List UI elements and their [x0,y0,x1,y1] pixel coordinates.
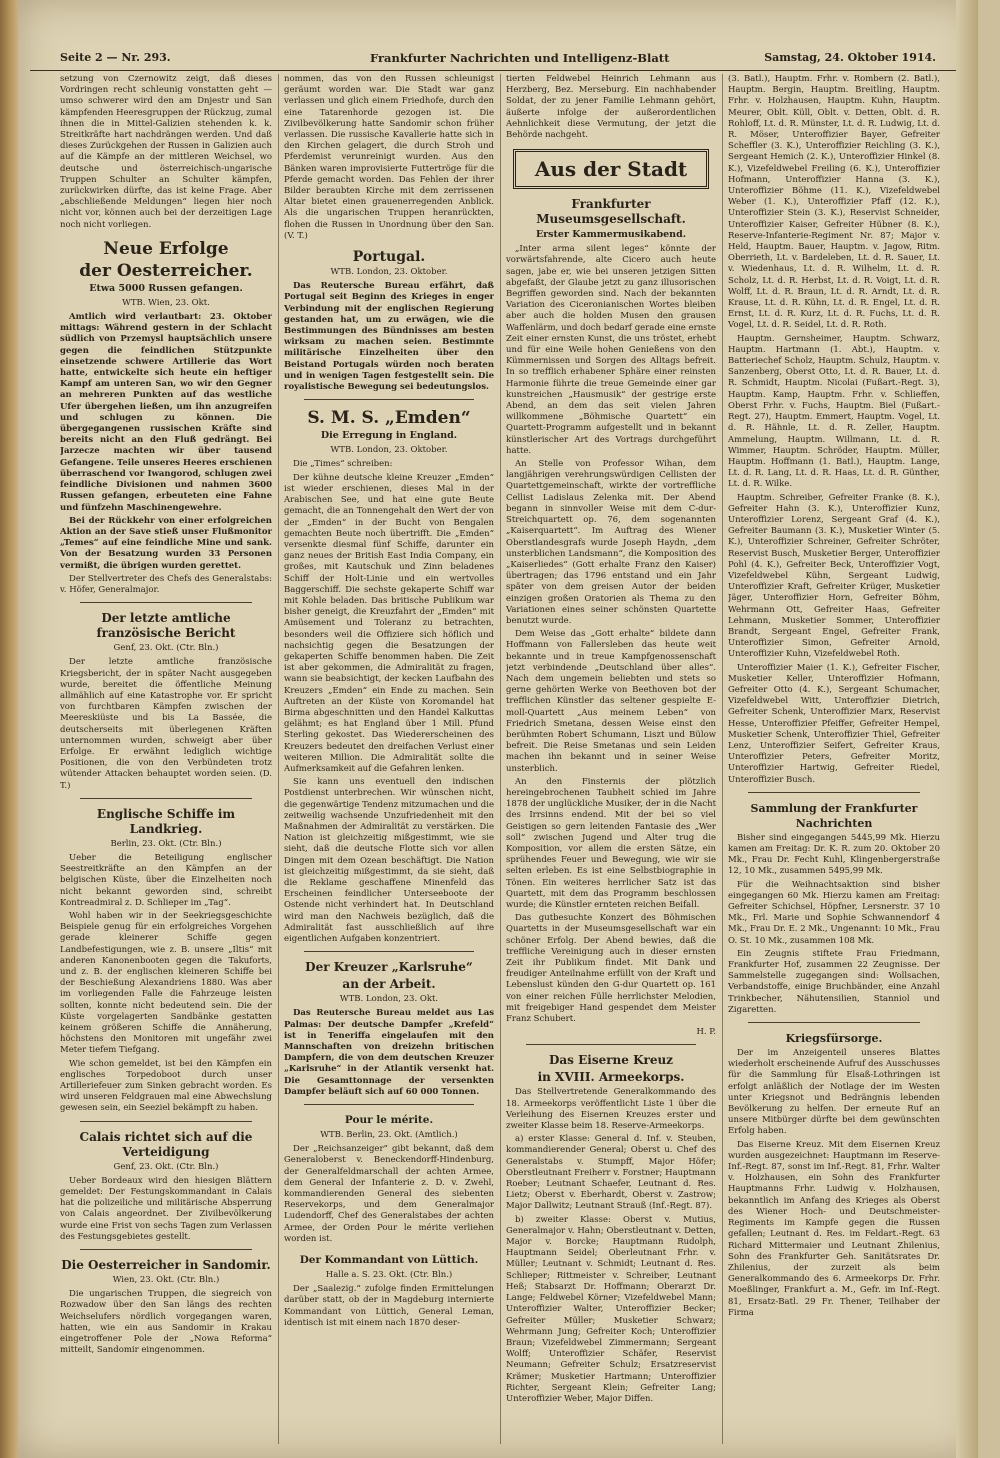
subheadline-erfolge: Etwa 5000 Russen gefangen. [89,282,243,294]
article-text: Wohl haben wir in der Seekriegsgeschichte Beispiele genug für ein erfolgreiches Vorgehen gerade kleinerer Schiffe gegen Landbefestigungen, wie z. B. unsere „Iltis“ mit anderen Kanonenbooten gegen die Takuforts, und z. B. der englischen kleineren Schiffe bei der Beschießung Alexandriens 1880. Was aber im vorliegenden Falle die Fahrzeuge leisten sollten, konnte nicht bedeutend sein. Die der Küste vorgelagerten Sandbänke gestatten keinem größeren Schiffe die Annäherung, höchstens den Monitoren mit ungefähr zwei Meter tiefem Tiefgang. [60,910,272,1056]
article-text: Hauptm. Schreiber, Gefreiter Franke (8. K.), Gefreiter Hahn (3. K.), Unteroffizier Kunz, Unteroffizier Lorenz, Sergeant Graf (4. K.), Gefreiter Baumann (3. K.), Musketier Winter (5. K.), Unteroffizier Schreiner, Gefreiter Schröter, Reservist Busch, Musketier Berger, Unteroffizier Pohl (4. K.), Gefreiter Beck, Unteroffizier Vogt, Vizefeldwebel Kühn, Sergeant Ludwig, Unteroffizier Kraft, Gefreiter Krüger, Musketier Jäger, Unteroffizier Horn, Gefreiter Böhm, Wehrmann Ott, Gefreiter Haas, Gefreiter Lehmann, Musketier Sommer, Unteroffizier Brandt, Sergeant Engel, Gefreiter Frank, Unteroffizier Simon, Gefreiter Arnold, Unteroffizier Kuhn, Vizefeldwebel Roth. [728,492,940,660]
article-text: Die ungarischen Truppen, die siegreich von Rozwadow über den San längs des rechten Weichselufers nördlich vorgegangen waren, hatten, wie ein aus Sandomir in Krakau eingetroffener Pole der „Nowa Reforma“ mitteilt, Sandomir eingenommen. [60,1289,272,1356]
separator [304,951,474,952]
article-text: Dem Weise das „Gott erhalte“ bildete dann Hoffmann von Fallersleben das heute weit bekannte und in treue Kampfgenossenschaft jetzt verbindende „Deutschland über alles“. Nach dem ungemein beliebten und stets so gerne gehörten Werke von Beethoven bot der trefflichen Künstler das seltener gespielte E-moll-Quartett „Aus meinem Leben“ von Friedrich Smetana, dessen Weise einst den berühmten Robert Schumann, Liszt und Bülow befreit. Die Reise Smetanas und sein Leiden machen ihn bekannt und in seiner Weise unsterblich. [506,629,716,774]
separator [526,1044,696,1045]
article-text: An Stelle von Professor Wihan, dem langjährigen verehrungswürdigen Cellisten der Quartettgemeinschaft, wirkte der vortreffliche Cellist Ladislaus Zelenka mit. Der Abend begann in sinnvoller Weise mit dem C-dur-Streichquartett op. 76, dem sogenannten „Kaiserquartett“. Im Auftrag des Wiener Oberstlandesgrafs wurde Joseph Haydn, „dem unsterblichen Landsmann“, die Komposition des „Kaiserliedes“ (Gott erhalte Franz den Kaiser) übertragen; das 1796 entstand und ein Jahr später von dem greisen Autor der beiden einzigen großen Oratorien als Thema zu den Variationen eines seiner schönsten Quartette benutzt wurde. [506,459,716,626]
separator [80,1249,252,1250]
separator [80,1121,252,1122]
article-text: nommen, das von den Russen schleunigst geräumt worden war. Die Stadt war ganz verlassen und glich einem Friedhofe, durch den eine Tatarenhorde gezogen ist. Die Zivilbevölkerung hatte Sandomir schon früher verlassen. Die russische Kavallerie hatte sich in den Kirchen gelagert, die durch Stroh und Pferdemist verunreinigt wurden. Aus den Bänken waren improvisierte Futtertröge für die Pferde gemacht worden. Das Fehlen der ihrer Bilder beraubten Kirche mit dem zerrissenen Altar bietet einen grauenerregenden Anblick. Als die ungarischen Truppen heranrückten, flohen die Russen in Unordnung über den San. (V. T.) [284,74,494,241]
headline-kreuz-line2: in XVIII. Armeekorps. [537,1070,685,1085]
article-text: Das Reutersche Bureau erfährt, daß Portugal seit Beginn des Krieges in enger Verbindung mit der englischen Regierung gestanden hat, um zu erwägen, wie die Bestimmungen des Bündnisses am besten wirksam zu machen seien. Bestimmte militärische Einzelheiten über den Beistand Portugals würden noch beraten und in wenigen Tagen festgestellt sein. Die royalistische Bewegung sei bedeutungslos. [284,281,494,393]
article-text: Der im Anzeigenteil unseres Blattes wiederholt erscheinende Aufruf des Ausschusses für die Sammlung für Elsaß-Lothringen ist erfolgt anläßlich der Notlage der im Westen unter Kriegsnot und Bedrängnis lebenden Bevölkerung zu helfen. Der erneute Ruf an unsere Mitbürger dürfte bei dem gewünschten Erfolg haben. [728,1048,940,1137]
article-text: Ueber die Beteiligung englischer Seestreitkräfte an den Kämpfen an der belgischen Küste, über die Einzelheiten noch nicht bekannt geworden sind, schreibt Kontreadmiral z. D. Schlieper im „Tag“. [60,852,272,908]
article-text: Amtlich wird verlautbart: 23. Oktober mittags: Während gestern in der Schlacht südlich von Przemysl hauptsächlich unsere gegen die feindlichen Stützpunkte einsetzende schwere Artillerie das Wort hatte, entwickelte sich heute ein heftiger Kampf am unteren San, wo wir den Gegner an mehreren Punkten auf das westliche Ufer übergehen ließen, um ihn anzugreifen und schlugen zu können. Die übergegangenen russischen Kräfte sind bereits nicht an den Fluß gedrängt. Bei Jarzecze machten wir über tausend Gefangene. Teile unseres Heeres erschienen überraschend vor Iwangorod, schlugen zwei feindliche Divisionen und nahmen 3600 Russen gefangen, erbeuteten eine Fahne und fünfzehn Maschinengewehre. [60,312,272,513]
headline-erfolge-line2: der Oesterreicher. [79,260,253,281]
article-text: Sie kann uns eventuell den indischen Postdienst unterbrechen. Wir wünschen nicht, die gegenwärtige Tendenz mitzumachen und die zeitweilig wachsende Unzufriedenheit mit den Maßnahmen der Admiralität zu verstärken. Die Nation ist gleichzeitig mißgestimmt, wie sie sieht, daß die deutsche Flotte sich vor allen Dingen mit dem Ozean beschäftigt. Die Nation ist gleichzeitig mißgestimmt, da sie sieht, daß die Reklame geschaffene Minenfeld das Erscheinen feindlicher Unterseeboote der Ostende nicht verhindert hat. In Deutschland wird man den Nachweis bezüglich, daß die Admiralität fast ausschließlich auf ihre eigentlichen Aufgaben konzentriert. [284,777,494,945]
separator [748,1022,920,1023]
article-text: Unteroffizier Maier (1. K.), Gefreiter Fischer, Musketier Keller, Unteroffizier Hofmann, Gefreiter Otto (4. K.), Sergeant Schumacher, Vizefeldwebel Witt, Unteroffizier Dietrich, Gefreiter Schenk, Unteroffizier Marx, Reservist Hesse, Unteroffizier Pfeiffer, Gefreiter Hempel, Musketier Schenk, Unteroffizier Thiel, Gefreiter Lenz, Unteroffizier Seifert, Gefreiter Kraus, Unteroffizier Peters, Gefreiter Moritz, Unteroffizier Hartwig, Gefreiter Riedel, Unteroffizier Busch. [728,662,940,785]
headline-sammlung: Sammlung der Frankfurter Nachrichten [750,801,918,830]
section-title-stadt: Aus der Stadt [513,149,709,189]
headline-erfolge-line1: Neue Erfolge [103,238,229,259]
newspaper-page [18,0,978,1458]
subheadline-museum: Erster Kammermusikabend. [535,229,687,241]
headline-sandomir: Die Oesterreicher in Sandomir. [61,1258,271,1273]
dateline: WTB. London, 23. Oktober. [330,267,448,278]
headline-kreuz-line1: Das Eiserne Kreuz [549,1053,673,1068]
dateline: WTB. London, 23. Oktober. [330,445,448,456]
article-text: Bisher sind eingegangen 5445,99 Mk. Hierzu kamen am Freitag: Dr. K. R. zum 20. Oktober 20 Mk., Frau Dr. Fecht Kuhl, Klingenbergerstraße 12, 10 Mk., zusammen 5495,99 Mk. [728,832,940,877]
headline-emden: S. M. S. „Emden“ [307,408,471,429]
article-text: Für die Weihnachtsaktion sind bisher eingegangen 60 Mk. Hierzu kamen am Freitag: Gefreiter Schichsel, Höpfner, Lersnerstr. 37 10 Mk., Frl. Marie und Sophie Schwannendorf 4 Mk., Frau Dr. E. 2 Mk., Ungenannt: 10 Mk., Frau O. St. 10 Mk., zusammen 108 Mk. [728,879,940,946]
article-text: Ein Zeugnis stiftete Frau Friedmann, Frankfurter Hof, zusammen 22 Zeugnisse. Der Sammelstelle zugegangen sind: Wollsachen, Verbandstoffe, einige Bruchbänder, eine Anzahl Trinkbecher, Nähutensilien, Stanniol und Zigaretten. [728,948,940,1015]
headline-museum: Frankfurter Museumsgesellschaft. [536,197,686,227]
page-edge [956,0,978,1458]
subheadline-karlsruhe: an der Arbeit. [342,977,436,992]
article-text: Das Eiserne Kreuz. Mit dem Eisernen Kreuz wurden ausgezeichnet: Hauptmann im Reserve-Inf.-Regt. 87, sonst im Inf.-Regt. 81, Frhr. Walter v. Holzhausen, ein Sohn des Frankfurter Hauptmanns Frhr. Ludwig v. Holzhausen, bekanntlich im Anfang des Krieges als Oberst des Wiener Hoch- und Deutschmeister-Regiments im Kampfe gegen die Russen gefallen; Leutnant d. Res. im Feldart.-Regt. 63 Richard Mittermaier und Leutnant Zhilenius, Sohn des Frankfurter Geh. Sanitätsrates Dr. Zhilenius, der zurzeit als beim Generalkommando des 6. Armeekorps Dr. Frhr. Moeßlinger, Frankfurt a. M., Gefr. im Inf.-Regt. 81, Ersatz-Batl. 29 Fr. Thener, Teilhaber der Firma [728,1139,940,1318]
headline-merite: Pour le mérite. [344,1114,434,1127]
column-1 [60,74,272,1449]
headline-luettich: Der Kommandant von Lüttich. [299,1254,479,1267]
article-text: tierten Feldwebel Heinrich Lehmann aus Herzberg, Bez. Merseburg. Ein nachhabender Soldat, der zu jener Familie Lehmann gehört, äußerte infolge der außerordentlichen Aehnlichkeit diese Vermutung, der jetzt die Behörde nachgeht. [506,74,716,141]
column-2 [284,74,494,1449]
headline-kriegsfuersorge: Kriegsfürsorge. [785,1032,883,1046]
headline-bericht: Der letzte amtliche französische Bericht [96,611,236,641]
separator [304,1104,474,1105]
article-text: Ueber Bordeaux wird den hiesigen Blättern gemeldet: Der Festungskommandant in Calais hat die polizeiliche und militärische Absperrung von Calais angeordnet. Der Zivilbevölkerung wurde eine Frist von sechs Tagen zum Verlassen des Festungsgebietes gestellt. [60,1175,272,1242]
column-rule [278,74,279,1444]
article-text: Das gutbesuchte Konzert des Böhmischen Quartetts in der Museumsgesellschaft war ein schöner Erfolg. Der Abend bewies, daß die treffliche Vereinigung auch in dieser ernsten Zeit ihr Publikum findet. Mit Dank und freudiger Anteilnahme erfüllt von der Kraft und Lebenslust künden den G-dur Quartett op. 161 von einer reichen Fülle herrlichster Melodien, mit freigebiger Hand gespendet dem Meister Franz Schubert. [506,913,716,1025]
dateline: WTB. Wien, 23. Okt. [122,297,210,308]
article-text: Der „Reichsanzeiger“ gibt bekannt, daß dem Generaloberst v. Beneckendorff-Hindenburg, der Generalfeldmarschall der achten Armee, dem General der Infanterie z. D. v. Zwehl, kommandierenden General des siebenten Reservekorps, und dem Generalmajor Ludendorff, Chef des Generalstabes der achten Armee, der Orden Pour le mérite verliehen worden ist. [284,1144,494,1244]
article-text: Das Reutersche Bureau meldet aus Las Palmas: Der deutsche Dampfer „Krefeld“ ist in Teneriffa eingelaufen mit den Mannschaften von dreizehn britischen Dampfern, die von dem deutschen Kreuzer „Karlsruhe“ in der Atlantik versenkt hat. Die Gesamttonnage der versenkten Dampfer beläuft sich auf 60 000 Tonnen. [284,1008,494,1097]
header-page-number: Seite 2 — Nr. 293. [60,51,171,64]
headline-calais: Calais richtet sich auf die Verteidigung [79,1129,253,1159]
headline-portugal: Portugal. [352,249,426,266]
column-rule [722,74,723,1444]
article-text: An den Finsternis der plötzlich hereingebrochenen Taubheit schied im Jahre 1878 der unglückliche Musiker, der in die Nacht des Irrsinns endend. Mit der bei so viel Geistigen so gern leitenden Fantasie des „Wer soll“ zwischen Jugend und Alter trug die Komposition, vor allem die ersten Sätze, ein sprühendes Feuer und Bewegung, wie wir sie selten erleben. Es ist eine Selbstbiographie in Tönen. Ein weiteres herrlicher Satz ist das Quartett, mit dem das Programm beschlossen wurde; die Künstler ernteten reichen Beifall. [506,776,716,910]
header-date: Samstag, 24. Oktober 1914. [764,51,936,64]
column-4 [728,74,940,1449]
article-text: Bei der Rückkehr von einer erfolgreichen Aktion an der Save stieß unser Flußmonitor „Temes“ auf eine feindliche Mine und sank. Von der Besatzung wurden 33 Personen vermißt, die übrigen wurden gerettet. [60,515,272,571]
article-text: setzung von Czernowitz zeigt, daß dieses Vordringen recht schleunig vonstatten geht — umso schwerer wird den am Dnjestr und San kämpfenden Heeresgruppen der Rückzug, zumal ihnen die in Mittel-Galizien stehenden k. k. Streitkräfte hart nachdrängen werden. Und daß dieses Zurückgehen der Russen in Galizien auch auf die Kämpfe an der mittleren Weichsel, wo deutsche und österreichisch-ungarische Truppen Schulter an Schulter kämpfen, zurückwirken dürfte, das ist keine Frage. Aber „abschließende Meldungen“ liegen hier noch nicht vor, können auch bei der derzeitigen Lage noch nicht vorliegen. [60,74,272,230]
separator [304,399,474,400]
article-text: „Inter arma silent leges“ könnte der vorwärtsfahrende, alte Cicero auch heute sagen, jabe er, wie bei unseren jetzigen Sitten abgefaßt, der Glaube jetzt zu ganz illusorischen Begriffen geworden sind. Nach der bekannten Variation des Ciceronianischen Wortes bleiben aber auch die holden Musen den grausen Waffenlärm, und doch bedarf gerade eine ernste Zeit einer ernsten Kunst, die uns tröstet, erhebt und für eine Weile hohen Genießens von den Kümmernissen und Sorgen des Alltags befreit. In so trefflich erhabener Sphäre einer reinsten Harmonie führte die treue Gemeinde einer gar kunstreichen „Hausmusik“ der gestrige erste Abend, an dem das seit vielen Jahren willkommene „Böhmische Quartett“ ein Quartett-Programm aufgestellt und in bekannt künstlerischer Art des Vortrags durchgeführt hatte. [506,244,716,456]
dateline: Berlin, 23. Okt. (Ctr. Bln.) [110,838,222,849]
article-text: Der „Saalezig.“ zufolge finden Ermittelungen darüber statt, ob der in Magdeburg internierte Kommandant von Lüttich, General Leman, identisch ist mit einem nach 1870 deser- [284,1284,494,1328]
dateline: Halle a. S. 23. Okt. (Ctr. Bln.) [325,1270,453,1281]
dateline: Genf, 23. Okt. (Ctr. Bln.) [113,1161,219,1172]
separator [80,602,252,603]
signature: H. P. [696,1027,716,1038]
dateline: WTB. Berlin, 23. Okt. (Amtlich.) [320,1130,458,1141]
article-text: a) erster Klasse: General d. Inf. v. Steuben, kommandierender General; Oberst u. Chef des Generalstabs v. Stumpff, Major Höfer; Oberstleutnant Freiherr v. Forstner; Hauptmann Roeber; Leutnant Schaefer, Leutnant d. Res. Lietz; Oberst v. Eberhardt, Oberst v. Zastrow; Major Dallwitz; Leutnant Strauß (Inf.-Regt. 87). [506,1134,716,1212]
separator [748,792,920,793]
page-header [30,48,966,68]
headline-karlsruhe: Der Kreuzer „Karlsruhe“ [305,960,473,975]
article-text: b) zweiter Klasse: Oberst v. Mutius, Generalmajor v. Hahn; Oberstleutnant v. Detten, Major v. Borcke; Hauptmann Rudolph, Hauptmann Seidel; Oberleutnant Frhr. v. Müller; Leutnant v. Schmidt; Leutnant d. Res. Schlieper; Rittmeister v. Schreiber, Leutnant Heß; Stabsarzt Dr. Hoffmann; Oberarzt Dr. Lange; Feldwebel Körner; Vizefeldwebel Mann; Unteroffizier Walter, Unteroffizier Becker; Gefreiter Müller; Musketier Schwarz; Wehrmann Jung; Gefreiter Koch; Unteroffizier Braun; Vizefeldwebel Zimmermann; Sergeant Wolff; Unteroffizier Schäfer, Reservist Neumann; Gefreiter Schulz; Ersatzreservist Krämer; Musketier Hartmann; Unteroffizier Richter, Sergeant Klein; Gefreiter Lang; Unteroffizier Weber, Major Diffen. [506,1214,716,1404]
article-text: Das Stellvertretende Generalkommando des 18. Armeekorps veröffentlicht Liste 1 über die Verleihung des Eisernen Kreuzes erster und zweiter Klasse beim 18. Reserve-Armeekorps. [506,1087,716,1132]
column-3 [506,74,716,1449]
dateline: Genf, 23. Okt. (Ctr. Bln.) [113,643,219,654]
article-text: (3. Batl.), Hauptm. Frhr. v. Rombern (2. Batl.), Hauptm. Bergin, Hauptm. Breitling, Hauptm. Frhr. v. Holzhausen, Hauptm. Kuhn, Hauptm. Meurer, Oblt. Küll, Oblt. v. Detten, Oblt. d. R. Rohloff, Lt. d. R. Münster, Lt. d. R. Ludwig, Lt. d. R. Möser, Unteroffizier Bayer, Gefreiter Scheffler (3. K.), Unteroffizier Reichling (3. K.), Sergeant Hemich (2. K.), Unteroffizier Hinkel (8. K.), Vizefeldwebel Freiling (6. K.), Unteroffizier Hofmann, Unteroffizier Hanna (3. K.), Unteroffizier Böhme (11. K.), Vizefeldwebel Weber (1. K.), Unteroffizier Pfaff (12. K.), Unteroffizier Stein (3. K.), Reservist Schneider, Unteroffizier Kaiser, Gefreiter Hübner (8. K.), Reserve-Infanterie-Regiment Nr. 87; Major v. Held, Hauptm. Bauer, Hauptm. v. Jagow, Ritm. Oberrieth, Lt. v. Bardeleben, Lt. d. R. Sauer, Lt. v. Wiedenhaus, Lt. d. R. Wilhelm, Lt. d. R. Scholz, Lt. d. R. Herbst, Lt. d. R. Voigt, Lt. d. R. Wolff, Lt. d. R. Braun, Lt. d. R. Arndt, Lt. d. R. Krause, Lt. d. R. Kühn, Lt. d. R. Engel, Lt. d. R. Ernst, Lt. d. R. Kurz, Lt. d. R. Fuchs, Lt. d. R. Vogel, Lt. d. R. Seidel, Lt. d. R. Roth. [728,74,940,331]
article-text: Der Stellvertreter des Chefs des Generalstabs: v. Höfer, Generalmajor. [60,573,272,595]
headline-schiffe: Englische Schiffe im Landkrieg. [96,806,236,836]
article-text: Die „Times“ schreiben: [293,459,393,470]
dateline: Wien, 23. Okt. (Ctr. Bln.) [112,1275,220,1286]
separator [80,798,252,799]
column-rule [500,74,501,1444]
article-text: Hauptm. Gernsheimer, Hauptm. Schwarz, Hauptm. Hartmann (1. Abt.), Hauptm. v. Batteriechef Scholz, Hauptm. Schulz, Hauptm. v. Sanzenberg, Oberst Otto, Lt. d. R. Bauer, Lt. d. R. Schmidt, Hauptm. Nicolai (Fußart.-Regt. 3), Hauptm. Kamp, Hauptm. Frhr. v. Schlieffen, Oberst Frhr. v. Fuchs, Hauptm. Biel (Fußart.-Regt. 27), Hauptm. Emmert, Hauptm. Vogel, Lt. d. R. Hähnle, Lt. d. R. Zeller, Hauptm. Ammelung, Hauptm. Willmann, Lt. d. R. Wimmer, Hauptm. Schröder, Hauptm. Müller, Hauptm. Hoffmann (1. Batl.), Hauptm. Lange, Lt. d. R. Lang, Lt. d. R. Haas, Lt. d. R. Günther, Lt. d. R. Wilke. [728,333,940,490]
dateline: WTB. London, 23. Okt. [339,994,439,1005]
subheadline-emden: Die Erregung in England. [320,430,458,442]
article-text: Der kühne deutsche kleine Kreuzer „Emden“ ist wieder erschienen, dieses Mal in der Arabischen See, und hat eine gute Beute gemacht, die an Tonnengehalt den Wert der von der „Emden“ in der Bucht von Bengalen gemachten Beute noch übertrifft. Die „Emden“ versenkte diesmal fünf Schiffe, darunter ein ganz neues der British East India Company, ein großes, mit Kautschuk und Zinn beladenes Schiff der Holt-Linie und ein wertvolles Baggerschiff. Die sechste gekaperte Schiff war mit Kohle beladen. Das britische Publikum war bisher geneigt, die Kreuzfahrt der „Emden“ mit Amüsement und Toleranz zu betrachten, besonders weil die Offiziere sich höflich und nachsichtig gegen die Besatzungen der gekaperten Schiffe benommen haben. Die Zeit ist aber gekommen, die Admiralität zu fragen, wann sie beabsichtigt, der kecken Laufbahn des Kreuzers „Emden“ ein Ende zu machen. Sein Auftreten an der Küste von Koromandel hat Birma abgeschnitten und den Handel Kalkuttas gelähmt; es hat England über 1 Mill. Pfund Sterling gekostet. Das Wiedererscheinen des Kreuzers bedeutet den dreifachen Verlust einer weiteren Million. Die Admiralität sollte die Aufmerksamkeit auf die Gefahren lenken. [284,472,494,774]
article-text: Der letzte amtliche französische Kriegsbericht, der in später Nacht ausgegeben wurde, bereitet die öffentliche Meinung allmählich auf eine Katastrophe vor. Er spricht von furchtbaren Kämpfen zwischen der Meereskiüste und bis La Bassée, die deutscherseits mit überlegenen Kräften unternommen wurden, schweigt aber über Erfolge. Er erwähnt lediglich wichtige Positionen, die von den Verbündeten trotz wütender Attacken behauptet worden seien. (D. T.) [60,657,272,791]
article-text: Wie schon gemeldet, ist bei den Kämpfen ein englisches Torpedoboot durch unser Artilleriefeuer zum Sinken gebracht worden. Es wird unseren Feldgrauen mal eine Abwechslung gewesen sein, ein Seeziel bekämpft zu haben. [60,1058,272,1114]
book-binding [0,0,18,1458]
header-rule [30,70,966,72]
header-masthead: Frankfurter Nachrichten und Intelligenz-Blatt [370,51,670,65]
